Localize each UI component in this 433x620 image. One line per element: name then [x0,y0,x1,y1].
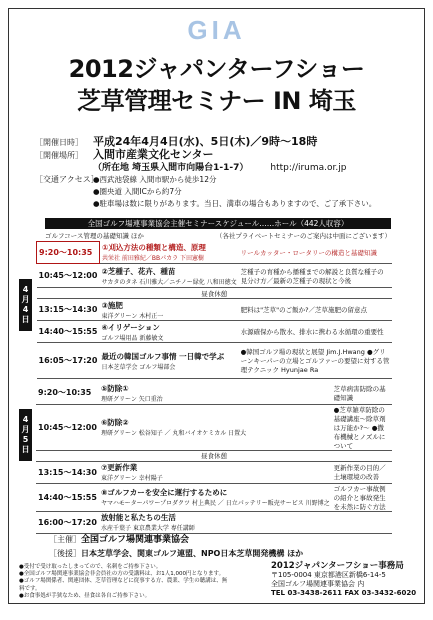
event-title: 2012ジャパンターフショー [68,55,365,83]
break-cell: 昼食休憩 [37,288,393,299]
venue-address: （所在地 埼玉県入間市向陽台1-1-7） [93,163,249,173]
schedule-row [36,483,392,511]
session-description: ●芝草雑草防除の基礎講座〜除草剤は万能か?〜 ●撒布機械とノズルについて [332,404,392,450]
session-speaker: 水産千葉子 東京農業大学 専任講師 [100,525,195,532]
session-time: 9:20〜10:35 [36,382,99,404]
session-title: ⑧ゴルフカーを安全に運行するために [100,488,228,497]
session-title: ⑤防除① [100,383,129,393]
session-description: 芝種子の育種から播種までの解説と良質な種子の見分け方／最新の芝種子の現状と今後 [239,264,392,288]
schedule-row [37,264,393,288]
schedule-row [36,511,392,533]
date-label: ［開催日時］ [35,138,83,147]
notes-list [19,564,229,600]
date-value: 平成24年4月4日(水)、5日(木)／9時〜18時 [93,135,318,148]
session-description: 更新作業の目的／土壌環境の改善 [332,461,392,483]
seminar-title: 芝草管理セミナー IN 埼玉 [77,87,356,115]
day1-schedule [36,241,392,379]
day2-schedule [36,382,392,534]
access-train: ●西武池袋線 入間市駅から徒歩12分 [93,175,217,184]
session-info [99,404,332,450]
session-info [100,264,239,288]
venue-url[interactable]: http://iruma.or.jp [270,163,347,173]
parking-note: ●駐車場は数に限りがあります。当日、満車の場合もありますので、ご了承下さい。 [93,199,377,208]
session-speaker: ゴルフ場用品 新藤敏文 [101,334,164,342]
schedule-row [36,382,392,404]
schedule-subhead [45,231,391,240]
schedule-banner: 全国ゴルフ場連事業協会主催セミナースケジュール……ホール（442人収容） [45,218,391,229]
session-title: ③施肥 [101,300,123,310]
venue-label: ［開催場所］ [35,151,83,160]
office-org: 全国ゴルフ場関連事業協会 内 [271,580,365,588]
host-row [49,533,409,547]
session-info [100,321,239,343]
venue-row [35,149,415,162]
session-description: リールカッター・ロータリーの構造と基礎知識 [239,242,392,264]
host-name: 全国ゴルフ場関連事業協会 [81,535,190,545]
course-label: ゴルフコース管理の基礎知識 ほか [45,232,144,240]
note-item: ●受付で受け取ったしまってので、名刺をご持参下さい。 [19,564,162,570]
schedule-row [37,288,393,299]
private-seminar-note: （各社プライベートセミナーのご案内は中面にございます） [215,232,391,240]
session-time: 13:15〜14:30 [36,461,99,483]
access-road: ●圏央道 入間ICから約7分 [93,187,182,196]
session-speaker: 共栄社 前田雅紀／BBパカラ 下田憲樹 [102,255,205,263]
session-description: 芝草病害防除の基礎知識 [332,382,392,404]
schedule-row [37,242,393,264]
session-time: 14:40〜15:55 [37,321,100,343]
access-label: ［交通アクセス］ [35,175,99,184]
note-item: ●全国ゴルフ場関連事業協会非会員社の方の受講料は、お1人1,000円となります。 [19,571,225,578]
session-info [99,511,332,533]
session-description [332,511,392,533]
address-row [35,162,415,174]
break-cell: 昼食休憩 [36,450,392,461]
session-time: 13:15〜14:30 [37,299,100,321]
schedule-row [37,321,393,343]
support-label: ［後援］ [49,549,81,558]
session-info [100,343,239,379]
parking-row [35,198,415,210]
session-speaker: 東洋グリーン 木村正一 [101,312,164,320]
session-title: ⑦更新作業 [100,463,138,472]
session-speaker: ヤマハモーターパワープロダクツ 村上典民 ／ 日立パッテリー販売サービス 川野博之 [100,500,330,507]
day1-label: 4月4日 [19,279,32,331]
session-info [100,242,239,264]
session-title: 放射能と私たちの生活 [100,513,176,522]
office-address: 〒105-0004 東京都港区新橋6-14-5 [271,571,386,579]
date-row [35,136,415,149]
session-title: ①刈込方法の種類と構造、原理 [102,243,206,253]
session-time: 9:20〜10:35 [37,242,100,264]
session-time: 16:00〜17:20 [36,511,99,533]
session-info [100,299,239,321]
session-info [99,382,332,404]
gia-logo: GIA [187,15,246,45]
host-label: ［主催］ [49,535,81,544]
session-speaker: サカタのタネ 石川雅大／ニチノー緑化 八和田徳文 [101,278,237,286]
event-info [35,136,415,210]
session-title: ②芝種子、花卉、種苗 [101,266,176,276]
schedule-row [37,299,393,321]
note-item: ●お食事処が手狭なため、昼食は各自ご持参下さい。 [19,592,151,599]
session-description: ゴルフカー事故例の紹介と事故発生を未然に防ぐ方法 [332,483,392,511]
day2-label: 4月5日 [19,409,32,461]
organizers [49,533,409,560]
flyer-page [8,8,425,604]
schedule-row [36,450,392,461]
session-time: 16:05〜17:20 [37,343,100,379]
session-info [99,483,332,511]
support-names: 日本芝草学会、関東ゴルフ連盟、NPO日本芝草開発機構 ほか [81,549,304,558]
schedule-row [37,343,393,379]
session-description: 肥料は"芝草"のご飯か?／芝草施肥の留意点 [239,299,392,321]
office-name: 2012ジャパンターフショー事務局 [271,561,404,571]
session-time: 10:45〜12:00 [37,264,100,288]
schedule-row [36,404,392,450]
access-row-2 [35,186,415,198]
session-description: 水源確保から散水、排水に携わる水循環の重要性 [239,321,392,343]
venue-value: 入間市産業文化センター [93,148,214,161]
session-time: 10:45〜12:00 [36,404,99,450]
schedule-row [36,461,392,483]
session-time: 14:40〜15:55 [36,483,99,511]
access-row [35,174,415,186]
office-phone: TEL 03-3438-2611 FAX 03-3432-6020 [271,589,417,597]
session-speaker: 東洋グリーン 幸村陽子 [100,475,163,482]
session-title: ⑥防除② [100,418,129,427]
session-description: ●韓国ゴルフ場の現状と展望 Jim.J.Hwang ●グリーンキーパーの立場とゴルファーの要望に対する管理テクニック Hyunjae Ra [239,343,392,379]
session-info [99,461,332,483]
contact-block [271,562,421,598]
session-title: 最近の韓国ゴルフ事情 一日韓で学ぶ [101,351,225,361]
session-speaker: 日本芝草学会 ゴルフ場部会 [101,363,176,371]
session-speaker: 理研グリーン 松谷知子 ／ 丸和バイオケミカル 日置大 [100,430,247,437]
session-speaker: 理研グリーン 矢口重治 [100,395,163,403]
session-title: ④イリゲーション [101,322,160,332]
support-row [49,547,409,560]
note-item: ●ゴルフ場関係者、関連団体、芝草管理などに従事する方、農業、学生の聴講は、無料です。 [19,578,228,592]
